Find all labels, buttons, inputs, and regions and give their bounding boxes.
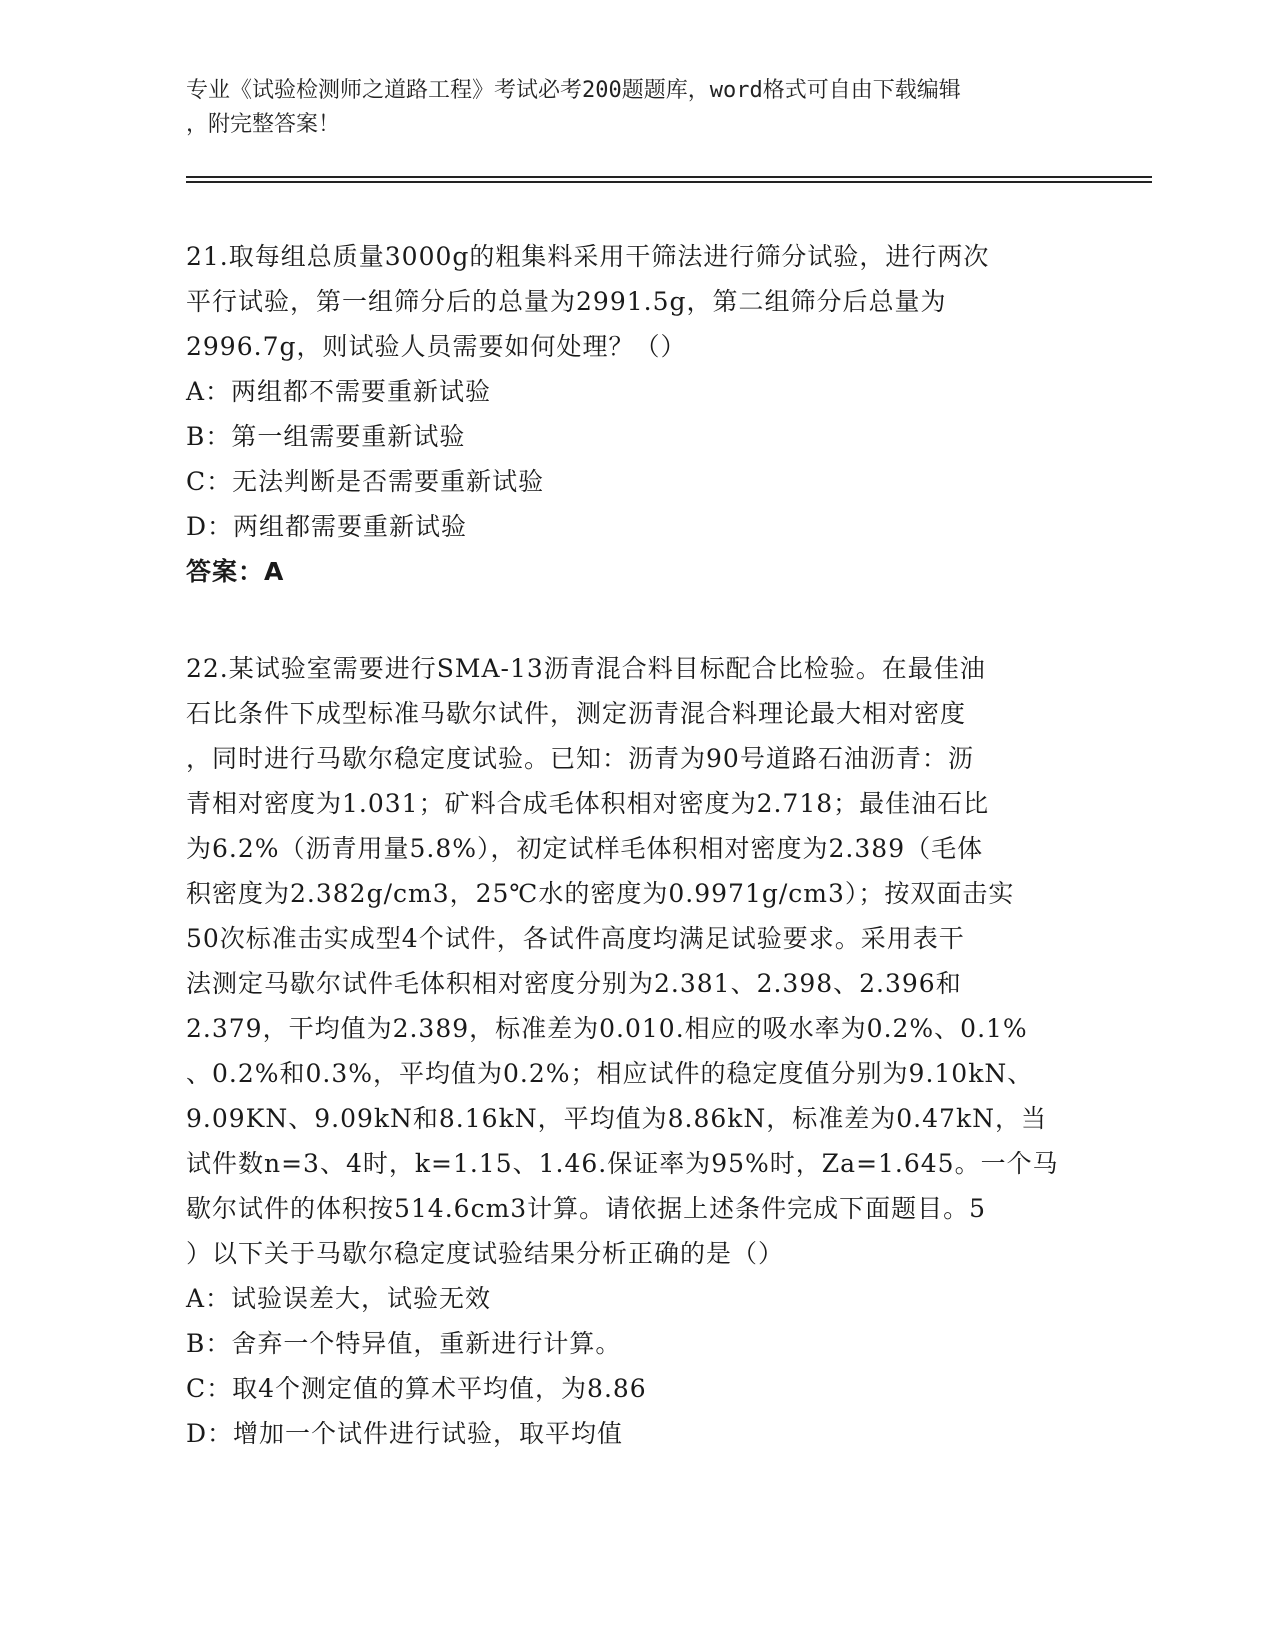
question-text-line: 青相对密度为1.031；矿料合成毛体积相对密度为2.718；最佳油石比 [186, 789, 990, 818]
question-text-line: 石比条件下成型标准马歇尔试件，测定沥青混合料理论最大相对密度 [186, 699, 967, 728]
question-text-line: 积密度为2.382g/cm3，25℃水的密度为0.9971g/cm3）；按双面击实 [186, 879, 1015, 908]
document-header [186, 74, 1086, 142]
question-text-line: 2.379，干均值为2.389，标准差为0.010.相应的吸水率为0.2%、0.1% [186, 1014, 1028, 1043]
option-a: A：两组都不需要重新试验 [186, 377, 492, 406]
option-c: C：无法判断是否需要重新试验 [186, 467, 545, 496]
question-text-line: 歇尔试件的体积按514.6cm3计算。请依据上述条件完成下面题目。5 [186, 1194, 987, 1223]
header-divider [186, 176, 1152, 178]
question-text-line: 法测定马歇尔试件毛体积相对密度分别为2.381、2.398、2.396和 [186, 969, 962, 998]
question-text-line: 21.取每组总质量3000g的粗集料采用干筛法进行筛分试验，进行两次 [186, 242, 990, 271]
option-b: B：第一组需要重新试验 [186, 422, 466, 451]
question-text-line: ）以下关于马歇尔稳定度试验结果分析正确的是（） [186, 1239, 785, 1268]
header-divider [186, 181, 1152, 183]
question-text-line: 2996.7g，则试验人员需要如何处理？（） [186, 332, 687, 361]
option-d: D：增加一个试件进行试验，取平均值 [186, 1419, 624, 1448]
option-b: B：舍弃一个特异值，重新进行计算。 [186, 1329, 622, 1358]
question-22 [186, 646, 1086, 1456]
option-d: D：两组都需要重新试验 [186, 512, 468, 541]
question-text-line: 为6.2%（沥青用量5.8%），初定试样毛体积相对密度为2.389（毛体 [186, 834, 984, 863]
question-text-line: 9.09KN、9.09kN和8.16kN，平均值为8.86kN，标准差为0.47kN，当 [186, 1104, 1047, 1133]
question-text-line: 50次标准击实成型4个试件，各试件高度均满足试验要求。采用表干 [186, 924, 965, 953]
question-21 [186, 234, 1086, 594]
question-text-line: 平行试验，第一组筛分后的总量为2991.5g，第二组筛分后总量为 [186, 287, 947, 316]
header-line: ，附完整答案！ [186, 112, 341, 137]
option-c: C：取4个测定值的算术平均值，为8.86 [186, 1374, 647, 1403]
question-text-line: 、0.2%和0.3%，平均值为0.2%；相应试件的稳定度值分别为9.10kN、 [186, 1059, 1034, 1088]
question-text-line: 22.某试验室需要进行SMA-13沥青混合料目标配合比检验。在最佳油 [186, 654, 986, 683]
option-a: A：试验误差大，试验无效 [186, 1284, 492, 1313]
question-text-line: ，同时进行马歇尔稳定度试验。已知：沥青为90号道路石油沥青：沥 [186, 744, 974, 773]
question-text-line: 试件数n=3、4时，k=1.15、1.46.保证率为95%时，Za=1.645。一个马 [186, 1149, 1059, 1178]
answer-label: 答案：A [186, 557, 285, 586]
header-line: 专业《试验检测师之道路工程》考试必考200题题库，word格式可自由下载编辑 [186, 78, 961, 103]
